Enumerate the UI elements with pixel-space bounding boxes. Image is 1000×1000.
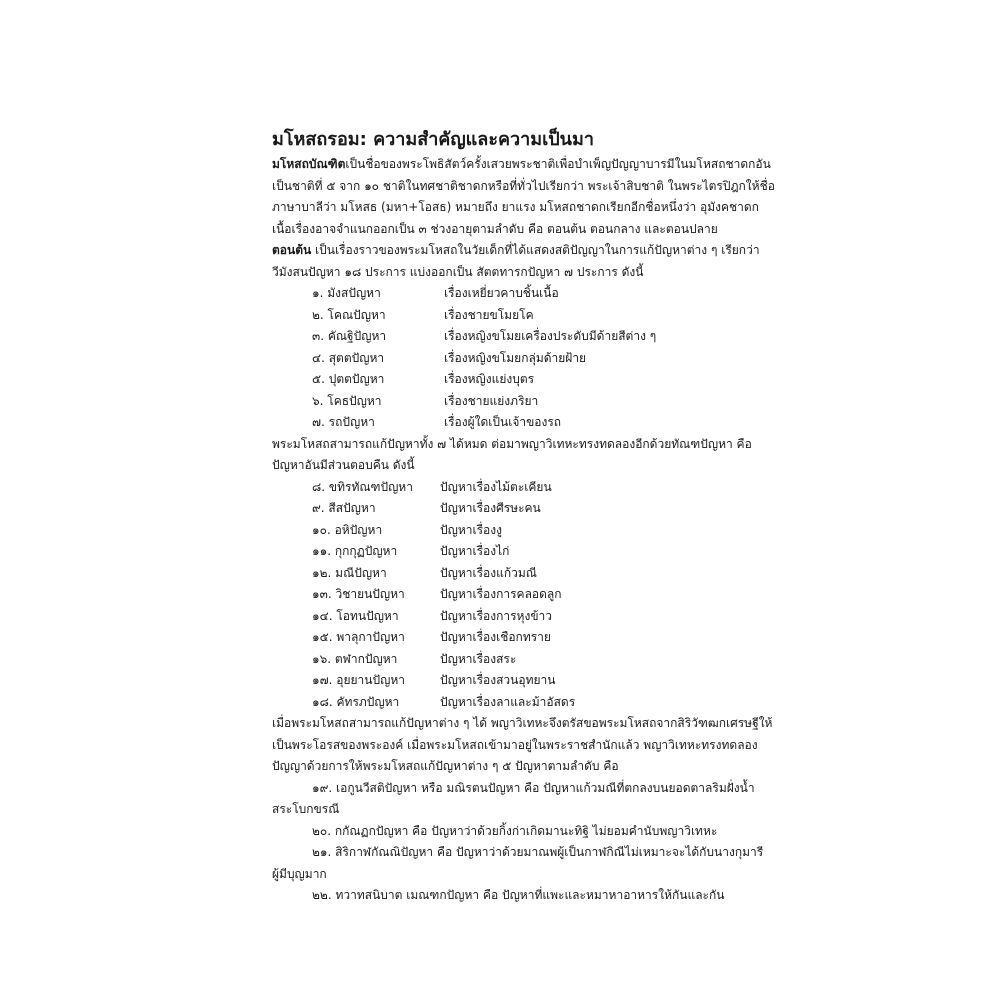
intro-line-2: เป็นชาติที่ ๕ จาก ๑๐ ชาติในทศชาติชาดกหรือที่ทั่วไปเรียกว่า พระเจ้าสิบชาติ ในพระไตรปิฎกให้ชื่อ <box>272 178 775 193</box>
list-item <box>272 649 772 671</box>
intro-line-4: เนื้อเรื่องอาจจำแนกออกเป็น ๓ ช่วงอายุตามลำดับ คือ ตอนต้น ตอนกลาง และตอนปลาย <box>272 221 718 236</box>
list-item-name: ๓. คัณฐิปัญหา <box>312 329 387 343</box>
list-item-desc: ปัญหาเรื่องสวนอุทยาน <box>440 673 556 687</box>
list-item <box>272 477 772 499</box>
item-21-line-1: ๒๑. สิริกาฬกัณณิปัญหา คือ ปัญหาว่าด้วยมาณพผู้เป็นกาฬกิณีไม่เหมาะจะได้กับนางกุมารี <box>312 845 764 859</box>
list-item-desc: ปัญหาเรื่องไม้ตะเคียน <box>440 479 552 494</box>
item-22-line-1: ๒๒. ทวาทสนิบาต เมณฑกปัญหา คือ ปัญหาที่แพะและหมาหาอาหารให้กันและกัน <box>312 888 725 902</box>
middle-section <box>272 434 772 477</box>
list-item-desc: เรื่องเหยี่ยวคาบชิ้นเนื้อ <box>444 286 559 300</box>
list-item <box>272 563 772 585</box>
part-start-line-1-text: เป็นเรื่องราวของพระมโหสถในวัยเด็กที่ได้แสดงสติปัญญาในการแก้ปัญหาต่าง ๆ เรียกว่า <box>311 243 760 257</box>
list-item-name: ๑. มังสปัญหา <box>312 286 381 300</box>
list-item-name: ๑๕. พาลุกาปัญหา <box>312 630 405 644</box>
list-item-desc: ปัญหาเรื่องแก้วมณี <box>440 565 537 580</box>
list-item-desc: ปัญหาเรื่องศีรษะคน <box>440 501 541 515</box>
list-item <box>272 627 772 649</box>
list-item <box>272 391 772 413</box>
list-item <box>272 541 772 563</box>
item-19-line-1: ๑๙. เอกูนวีสติปัญหา หรือ มณิรตนปัญหา คือ ปัญหาแก้วมณีที่ตกลงบนยอดตาลริมฝั่งน้ำ <box>312 780 755 795</box>
list-item-desc: เรื่องชายขโมยโค <box>444 307 534 322</box>
intro-line-3: ภาษาบาลีว่า มโหสธ (มหา+โอสธ) หมายถึง ยาแรง มโหสถชาดกเรียกอีกชื่อหนึ่งว่า อุมังคชาดก <box>272 200 759 214</box>
list-item <box>272 348 772 370</box>
after-line-1: เมื่อพระมโหสถสามารถแก้ปัญหาต่าง ๆ ได้ พญาวิเทหะจึงตรัสขอพระมโหสถจากสิริวัฑฒกเศรษฐีให้ <box>272 716 773 730</box>
list-item-desc: เรื่องหญิงขโมยเครื่องประดับมีด้ายสีต่าง ๆ <box>444 329 657 343</box>
after-line-2: เป็นพระโอรสของพระองค์ เมื่อพระมโหสถเข้ามาอยู่ในพระราชสำนักแล้ว พญาวิเทหะทรงทดลอง <box>272 737 758 752</box>
part-start-section <box>272 240 772 283</box>
list-item <box>272 498 772 520</box>
riddle-list-b <box>272 477 772 714</box>
list-item-name: ๙. สีสปัญหา <box>312 501 376 515</box>
list-item-desc: ปัญหาเรื่องงู <box>440 522 502 537</box>
list-item-desc: ปัญหาเรื่องสระ <box>440 651 517 666</box>
intro-line-1 <box>272 154 772 176</box>
part-start-bold: ตอนต้น <box>272 243 312 257</box>
list-item-desc: เรื่องหญิงแย่งบุตร <box>444 372 535 386</box>
after-line-3: ปัญญาด้วยการให้พระมโหสถแก้ปัญหาต่าง ๆ ๕ ปัญหาตามลำดับ คือ <box>272 759 619 773</box>
list-item <box>272 692 772 714</box>
list-item <box>272 670 772 692</box>
list-item-name: ๕. ปุตตปัญหา <box>312 372 385 386</box>
list-item <box>272 326 772 348</box>
list-item <box>272 305 772 327</box>
list-item-desc: ปัญหาเรื่องการหุงข้าว <box>440 608 553 623</box>
list-item-name: ๗. รถปัญหา <box>312 415 375 429</box>
middle-line-2: ปัญหาอันมีส่วนตอบคืน ดังนี้ <box>272 458 415 472</box>
intro-section <box>272 154 775 240</box>
list-item <box>272 283 772 305</box>
list-item-name: ๑๗. อุยยานปัญหา <box>312 673 405 687</box>
document-page <box>272 126 775 907</box>
list-item-name: ๔. สุตตปัญหา <box>312 350 385 365</box>
intro-bold-term: มโหสถบัณฑิต <box>272 157 346 171</box>
item-20-line-1: ๒๐. กกัณฏกปัญหา คือ ปัญหาว่าด้วยกิ้งก่าเกิดมานะทิฐิ ไม่ยอมคำนับพญาวิเทหะ <box>312 823 718 838</box>
list-item-desc: เรื่องหญิงขโมยกลุ่มด้ายฝ้าย <box>444 350 587 365</box>
page-title: มโหสถรอม: ความสำคัญและความเป็นมา <box>272 129 594 150</box>
list-item <box>272 584 772 606</box>
list-item <box>272 606 772 628</box>
numbered-items <box>272 778 772 907</box>
list-item-desc: ปัญหาเรื่องการคลอดลูก <box>440 587 562 601</box>
list-item-name: ๑๓. วิชายนปัญหา <box>312 587 405 601</box>
list-item-desc: ปัญหาเรื่องเชือกทราย <box>440 630 551 644</box>
list-item-desc: ปัญหาเรื่องลาและม้าอัสดร <box>440 694 576 709</box>
list-item-name: ๑๑. กุกกุฏปัญหา <box>312 544 398 558</box>
list-item-name: ๑๔. โอทนปัญหา <box>312 608 399 623</box>
list-item-desc: ปัญหาเรื่องไก่ <box>440 544 510 558</box>
list-item-name: ๑๐. อหิปัญหา <box>312 522 383 537</box>
list-item-name: ๒. โคณปัญหา <box>312 307 386 322</box>
list-item-name: ๘. ขทิรทัณฑปัญหา <box>312 479 413 494</box>
part-start-line-1 <box>272 240 772 262</box>
list-item-name: ๑๘. คัทรภปัญหา <box>312 694 400 709</box>
list-item-name: ๑๒. มณีปัญหา <box>312 565 387 580</box>
list-item <box>272 412 772 434</box>
list-item-desc: เรื่องชายแย่งภริยา <box>444 393 539 408</box>
list-item-name: ๖. โคธปัญหา <box>312 393 382 408</box>
list-item <box>272 520 772 542</box>
riddle-list-a <box>272 283 772 434</box>
item-19-line-2: สระโบกขรณี <box>272 802 340 816</box>
intro-line-1-text: เป็นชื่อของพระโพธิสัตว์ครั้งเสวยพระชาติเพื่อบำเพ็ญปัญญาบารมีในมโหสถชาดกอัน <box>345 157 771 171</box>
middle-line-1: พระมโหสถสามารถแก้ปัญหาทั้ง ๗ ได้หมด ต่อมาพญาวิเทหะทรงทดลองอีกด้วยทัณฑปัญหา คือ <box>272 436 752 451</box>
list-item-desc: เรื่องผู้ใดเป็นเจ้าของรถ <box>444 415 562 429</box>
list-item <box>272 369 772 391</box>
item-21-line-2: ผู้มีบุญมาก <box>272 866 327 881</box>
part-start-line-2: วีมังสนปัญหา ๑๘ ประการ แบ่งออกเป็น สัตตทารกปัญหา ๗ ประการ ดังนี้ <box>272 264 644 279</box>
after-section <box>272 713 772 778</box>
list-item-name: ๑๖. ตฬากปัญหา <box>312 651 398 666</box>
